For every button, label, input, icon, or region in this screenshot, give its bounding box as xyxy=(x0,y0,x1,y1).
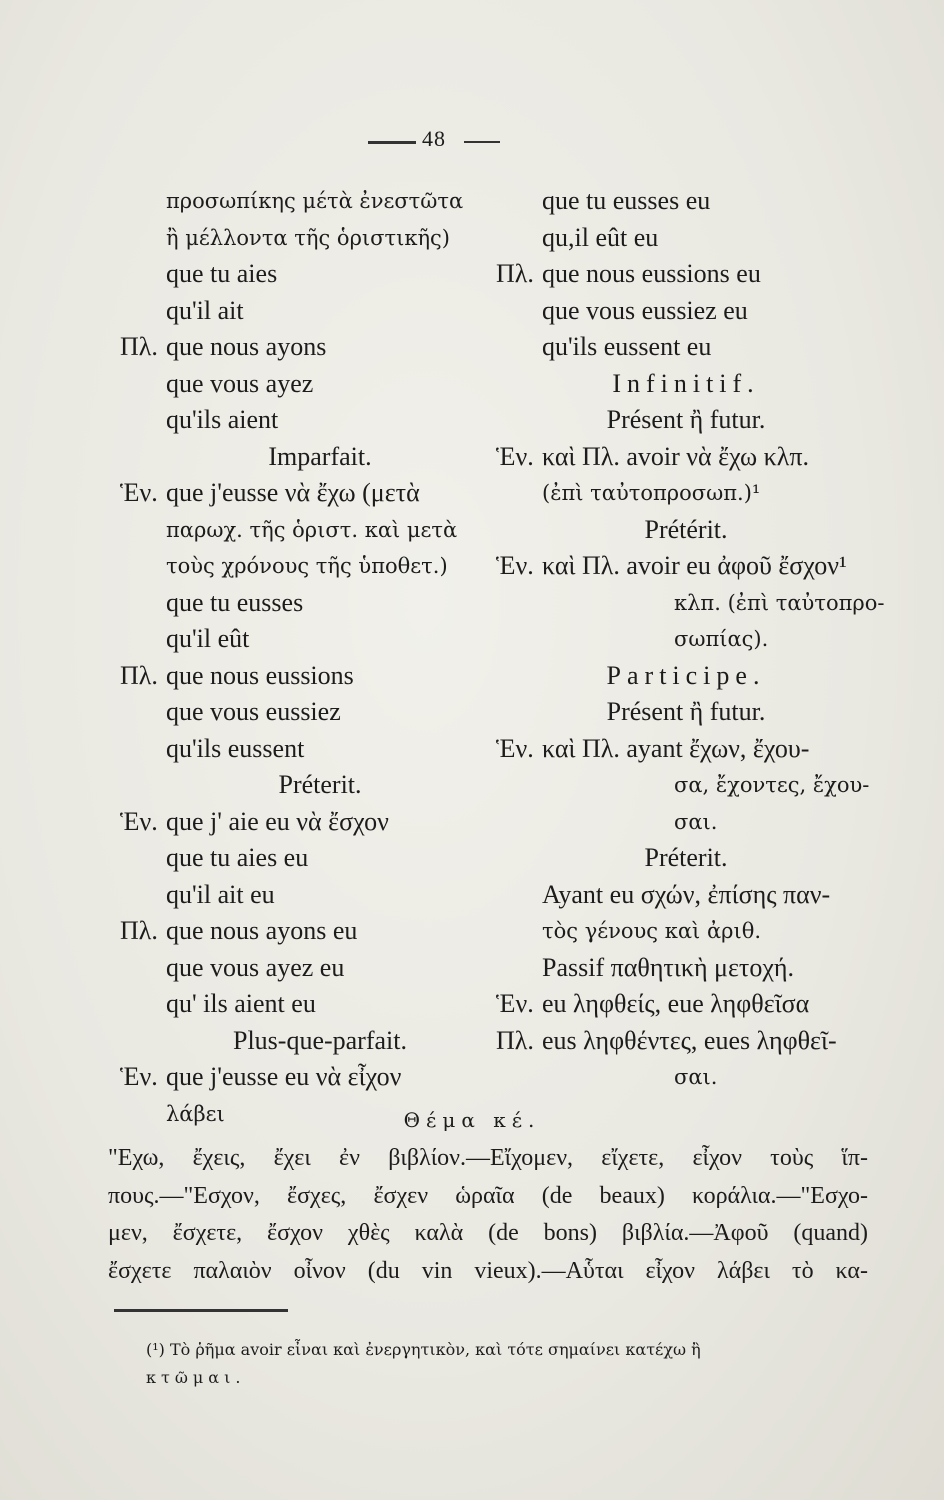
line-text: que nous ayons xyxy=(166,332,327,361)
text-line xyxy=(496,621,876,658)
line-text: eu ληφθείς, eue ληφθεῖσα xyxy=(542,989,810,1018)
line-text: λάβει xyxy=(166,1101,225,1126)
right-column xyxy=(496,183,885,1096)
text-line xyxy=(496,658,876,695)
text-line xyxy=(120,256,520,293)
exercise-heading: Θέμα κέ. xyxy=(403,1108,541,1132)
text-line xyxy=(496,475,876,512)
line-text: que tu aies xyxy=(166,259,278,288)
text-line xyxy=(496,913,876,950)
number-label: Ἑν. xyxy=(120,1062,158,1091)
line-text: τὸς γένους καὶ ἀριθ. xyxy=(542,919,762,943)
line-text: que vous eussiez eu xyxy=(542,295,748,325)
line-text: ἢ μέλλοντα τῆς ὁριστικῆς) xyxy=(166,225,450,250)
text-line xyxy=(496,293,876,330)
text-line xyxy=(120,1059,520,1096)
line-text: qu'il eût xyxy=(166,624,250,653)
line-text: que nous eussions eu xyxy=(542,259,761,288)
line-text: que vous eussiez xyxy=(166,697,341,726)
number-label: Ἑν. xyxy=(120,806,158,836)
text-line xyxy=(496,366,876,403)
text-line xyxy=(120,329,520,366)
page-number-rule-right xyxy=(464,141,500,143)
line-text: σωπίας). xyxy=(674,627,769,651)
footnote-rule xyxy=(114,1309,288,1312)
section-heading: Prétérit. xyxy=(644,514,728,544)
line-text: qu'ils aient xyxy=(166,405,279,434)
exercise-paragraph xyxy=(108,1140,868,1290)
text-line xyxy=(496,1059,876,1096)
number-label: Πλ. xyxy=(496,259,534,288)
text-line xyxy=(496,585,885,622)
text-line xyxy=(120,986,520,1023)
text-line xyxy=(120,804,520,841)
text-line xyxy=(496,220,876,257)
section-heading: Plus-que-parfait. xyxy=(232,1025,407,1055)
text-line xyxy=(120,512,520,549)
line-text: (ἐπὶ ταὐτοπροσωπ.)¹ xyxy=(542,481,761,505)
text-line xyxy=(496,548,876,585)
line-text: σαι. xyxy=(674,1065,718,1089)
section-heading: Infinitif. xyxy=(612,368,760,398)
text-line xyxy=(120,439,520,476)
text-line xyxy=(120,585,520,622)
text-line xyxy=(120,658,520,695)
number-label: Ἑν. xyxy=(496,441,534,471)
line-text: que j' aie eu νὰ ἔσχον xyxy=(166,806,389,836)
line-text: qu' ils aient eu xyxy=(166,989,316,1018)
footnote xyxy=(146,1336,876,1392)
section-heading: Présent ἢ futur. xyxy=(606,697,766,726)
line-text: καὶ Πλ. ayant ἔχων, ἔχου- xyxy=(542,733,810,763)
line-text: qu'ils eussent xyxy=(166,733,305,763)
exercise-line: μεν, ἔσχετε, ἔσχον χθὲς καλὰ (de bons) βιβλία.—Ἀφοῦ (quand) xyxy=(108,1220,868,1246)
line-text: que vous ayez eu xyxy=(166,952,345,982)
line-text: eus ληφθέντες, eues ληφθεῖ- xyxy=(542,1025,837,1055)
text-line xyxy=(496,256,876,293)
page-number: 48 xyxy=(422,126,446,151)
section-heading: Présent ἢ futur. xyxy=(606,405,766,434)
line-text: Passif παθητικὴ μετοχή. xyxy=(542,952,795,982)
text-line xyxy=(496,840,876,877)
number-label: Πλ. xyxy=(120,660,158,690)
text-line xyxy=(496,183,876,220)
text-line xyxy=(120,621,520,658)
line-text: σα, ἔχοντες, ἔχου- xyxy=(674,773,870,797)
line-text: que vous ayez xyxy=(166,368,314,398)
exercise-line: ἔσχετε παλαιὸν οἶνον (du vin vieux).—Αὗται εἶχον λάβει τὸ κα- xyxy=(108,1257,868,1284)
text-line xyxy=(120,366,520,403)
exercise-line: πους.—"Εσχον, ἔσχες, ἔσχεν ὡραῖα (de beaux) κοράλια.—"Εσχο- xyxy=(108,1182,868,1209)
line-text: Ayant eu σχών, ἐπίσης παν- xyxy=(542,879,831,909)
text-line xyxy=(496,512,876,549)
left-column xyxy=(120,183,520,1132)
line-text: que j'eusse eu νὰ εἶχον xyxy=(166,1062,402,1091)
section-heading: Imparfait. xyxy=(268,441,372,471)
line-text: καὶ Πλ. avoir eu ἀφοῦ ἔσχον¹ xyxy=(542,551,847,580)
text-line xyxy=(120,220,520,257)
text-line xyxy=(496,731,876,768)
line-text: que nous eussions xyxy=(166,660,354,690)
text-line xyxy=(120,877,520,914)
text-line xyxy=(120,840,520,877)
number-label: Ἑν. xyxy=(496,733,534,763)
text-line xyxy=(496,767,876,804)
text-line xyxy=(120,183,520,220)
text-line xyxy=(496,402,876,439)
line-text: τοὺς χρόνους τῆς ὑποθετ.) xyxy=(166,554,448,578)
line-text: que tu eusses eu xyxy=(542,186,711,215)
text-line xyxy=(120,731,520,768)
text-line xyxy=(496,329,876,366)
line-text: que tu eusses xyxy=(166,587,304,617)
text-line xyxy=(496,694,876,731)
text-line xyxy=(120,694,520,731)
line-text: σαι. xyxy=(674,809,718,834)
text-line xyxy=(496,1023,876,1060)
line-text: προσωπίκης μέτὰ ἐνεστῶτα xyxy=(166,189,464,213)
line-text: qu,il eût eu xyxy=(542,222,659,252)
line-text: παρωχ. τῆς ὁριστ. καὶ μετὰ xyxy=(166,517,458,542)
line-text: que nous ayons eu xyxy=(166,916,358,945)
text-line xyxy=(496,877,876,914)
line-text: qu'il ait eu xyxy=(166,879,275,909)
number-label: Πλ. xyxy=(496,1025,534,1055)
number-label: Ἑν. xyxy=(496,551,534,580)
text-line xyxy=(120,913,520,950)
text-line xyxy=(120,1023,520,1060)
footnote-line: (¹) Τὸ ῥῆμα avoir εἶναι καὶ ἐνεργητικὸν, καὶ τότε σημαίνει κατέχω ἢ xyxy=(146,1340,701,1359)
line-text: que tu aies eu xyxy=(166,843,309,872)
number-label: Ἑν. xyxy=(496,989,534,1018)
text-line xyxy=(496,439,876,476)
number-label: Πλ. xyxy=(120,332,158,361)
text-line xyxy=(496,950,876,987)
line-text: κλπ. (ἐπὶ ταὐτοπρο- xyxy=(674,590,885,615)
line-text: que j'eusse νὰ ἔχω (μετὰ xyxy=(166,478,420,507)
number-label: Πλ. xyxy=(120,916,158,945)
exercise-line: "Εχω, ἔχεις, ἔχει ἐν βιβλίον.—Εἴχομεν, εἴχετε, εἶχον τοὺς ἵπ- xyxy=(108,1145,868,1171)
number-label: Ἑν. xyxy=(120,478,158,507)
text-line xyxy=(496,986,876,1023)
text-line xyxy=(120,767,520,804)
text-line xyxy=(120,402,520,439)
page-number-rule-left xyxy=(368,141,416,144)
section-heading: Participe. xyxy=(606,660,766,690)
text-line xyxy=(120,548,520,585)
text-line xyxy=(120,950,520,987)
line-text: καὶ Πλ. avoir νὰ ἔχω κλπ. xyxy=(542,441,810,471)
line-text: qu'il ait xyxy=(166,295,244,325)
text-line xyxy=(120,293,520,330)
section-heading: Préterit. xyxy=(278,770,362,799)
footnote-line: κτῶμαι. xyxy=(146,1368,246,1387)
line-text: qu'ils eussent eu xyxy=(542,332,712,361)
section-heading: Préterit. xyxy=(644,843,728,872)
text-line xyxy=(120,475,520,512)
text-line xyxy=(496,804,876,841)
